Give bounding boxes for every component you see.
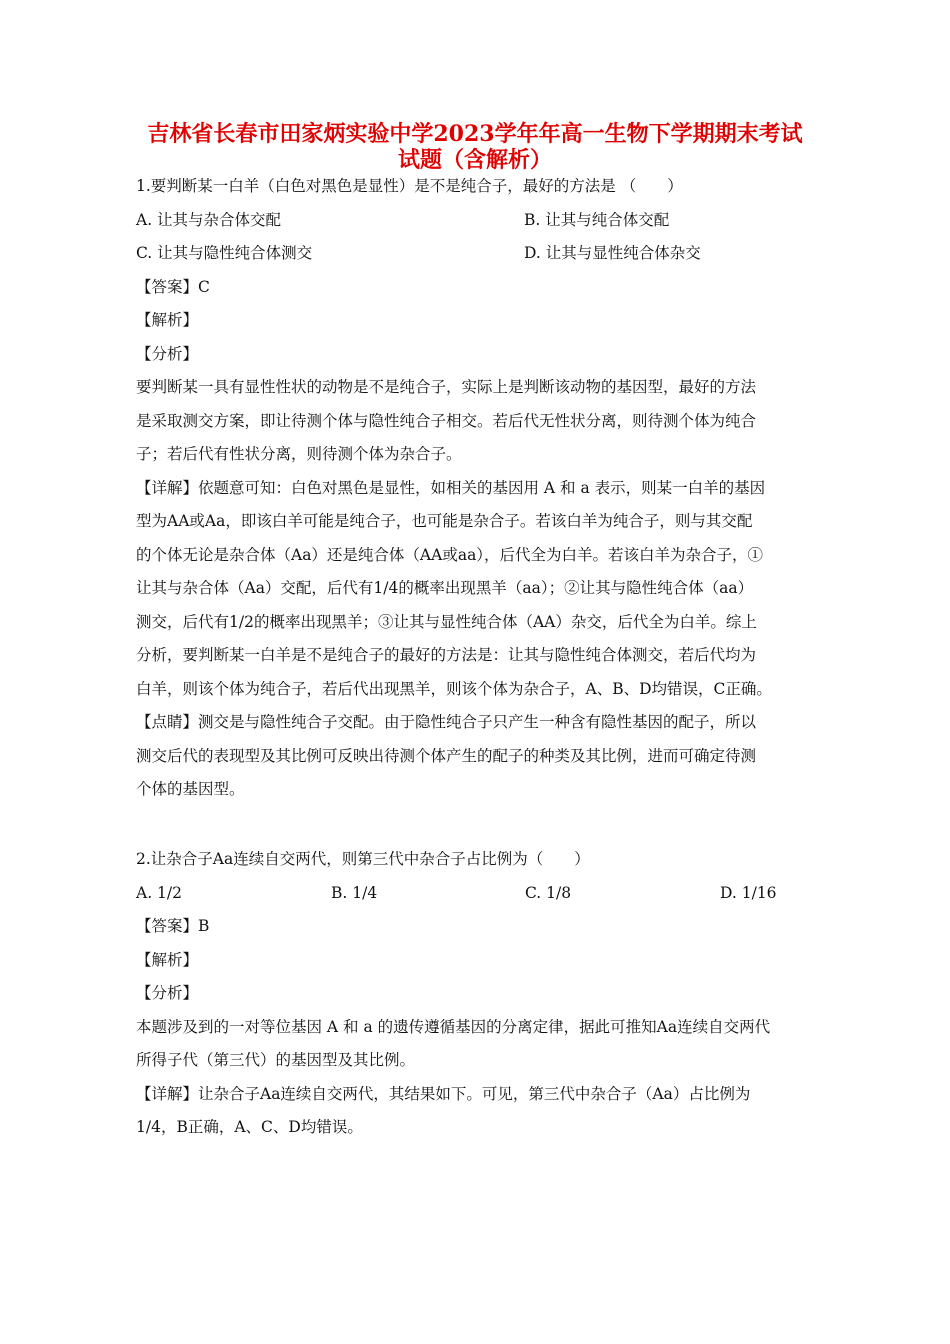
q1-detail-line: 分析，要判断某一白羊是不是纯合子的最好的方法是：让其与隐性纯合体测交，若后代均为 bbox=[136, 646, 757, 664]
q2-detail-line: 1/4，B正确，A、C、D均错误。 bbox=[136, 1118, 363, 1136]
q1-detail-line: 白羊，则该个体为纯合子，若后代出现黑羊，则该个体为杂合子，A、B、D均错误，C正确。 bbox=[136, 680, 772, 698]
q2-fenxi-heading: 【分析】 bbox=[136, 984, 199, 1002]
q1-stem: 1.要判断某一白羊（白色对黑色是显性）是不是纯合子，最好的方法是 （ ） bbox=[136, 177, 683, 195]
q1-option-d: D. 让其与显性纯合体杂交 bbox=[524, 244, 701, 262]
q1-analysis-line: 是采取测交方案，即让待测个体与隐性纯合子相交。若后代无性状分离，则待测个体为纯合 bbox=[136, 412, 757, 430]
q1-option-a: A. 让其与杂合体交配 bbox=[136, 211, 282, 229]
q2-analysis-line: 所得子代（第三代）的基因型及其比例。 bbox=[136, 1051, 416, 1069]
document-title-line-1: 吉林省长春市田家炳实验中学2023学年年高一生物下学期期末考试 bbox=[147, 121, 803, 147]
q2-jiexi-heading: 【解析】 bbox=[136, 951, 199, 969]
q1-answer: 【答案】C bbox=[136, 278, 210, 296]
q2-stem: 2.让杂合子Aa连续自交两代，则第三代中杂合子占比例为（ ） bbox=[136, 850, 590, 868]
q2-analysis-line: 本题涉及到的一对等位基因 A 和 a 的遗传遵循基因的分离定律，据此可推知Aa连续自交两代 bbox=[136, 1018, 771, 1036]
q1-point-line: 个体的基因型。 bbox=[136, 780, 245, 798]
q1-detail-line: 的个体无论是杂合体（Aa）还是纯合体（AA或aa），后代全为白羊。若该白羊为杂合子，① bbox=[136, 546, 764, 564]
q1-point-line: 【点睛】测交是与隐性纯合子交配。由于隐性纯合子只产生一种含有隐性基因的配子，所以 bbox=[136, 713, 757, 731]
q1-detail-line: 让其与杂合体（Aa）交配，后代有1/4的概率出现黑羊（aa）；②让其与隐性纯合体（aa） bbox=[136, 579, 754, 597]
q2-detail-line: 【详解】让杂合子Aa连续自交两代，其结果如下。可见，第三代中杂合子（Aa）占比例为 bbox=[136, 1085, 751, 1103]
q1-analysis-line: 子；若后代有性状分离，则待测个体为杂合子。 bbox=[136, 445, 462, 463]
q1-detail-line: 型为AA或Aa，即该白羊可能是纯合子，也可能是杂合子。若该白羊为纯合子，则与其交配 bbox=[136, 512, 753, 530]
q2-option-b: B. 1/4 bbox=[331, 884, 378, 902]
q2-option-a: A. 1/2 bbox=[136, 884, 182, 902]
q1-detail-line: 【详解】依题意可知：白色对黑色是显性，如相关的基因用 A 和 a 表示，则某一白羊的基因 bbox=[136, 479, 766, 497]
q2-option-c: C. 1/8 bbox=[525, 884, 572, 902]
q2-option-d: D. 1/16 bbox=[720, 884, 777, 902]
q1-analysis-line: 要判断某一具有显性性状的动物是不是纯合子，实际上是判断该动物的基因型，最好的方法 bbox=[136, 378, 757, 396]
q1-jiexi-heading: 【解析】 bbox=[136, 311, 199, 329]
q1-detail-line: 测交，后代有1/2的概率出现黑羊；③让其与显性纯合体（AA）杂交，后代全为白羊。综上 bbox=[136, 613, 757, 631]
q1-option-c: C. 让其与隐性纯合体测交 bbox=[136, 244, 313, 262]
q1-option-b: B. 让其与纯合体交配 bbox=[524, 211, 670, 229]
document-title-line-2: 试题（含解析） bbox=[397, 147, 552, 173]
q1-fenxi-heading: 【分析】 bbox=[136, 345, 199, 363]
q2-answer: 【答案】B bbox=[136, 917, 210, 935]
q1-point-line: 测交后代的表现型及其比例可反映出待测个体产生的配子的种类及其比例，进而可确定待测 bbox=[136, 747, 757, 765]
